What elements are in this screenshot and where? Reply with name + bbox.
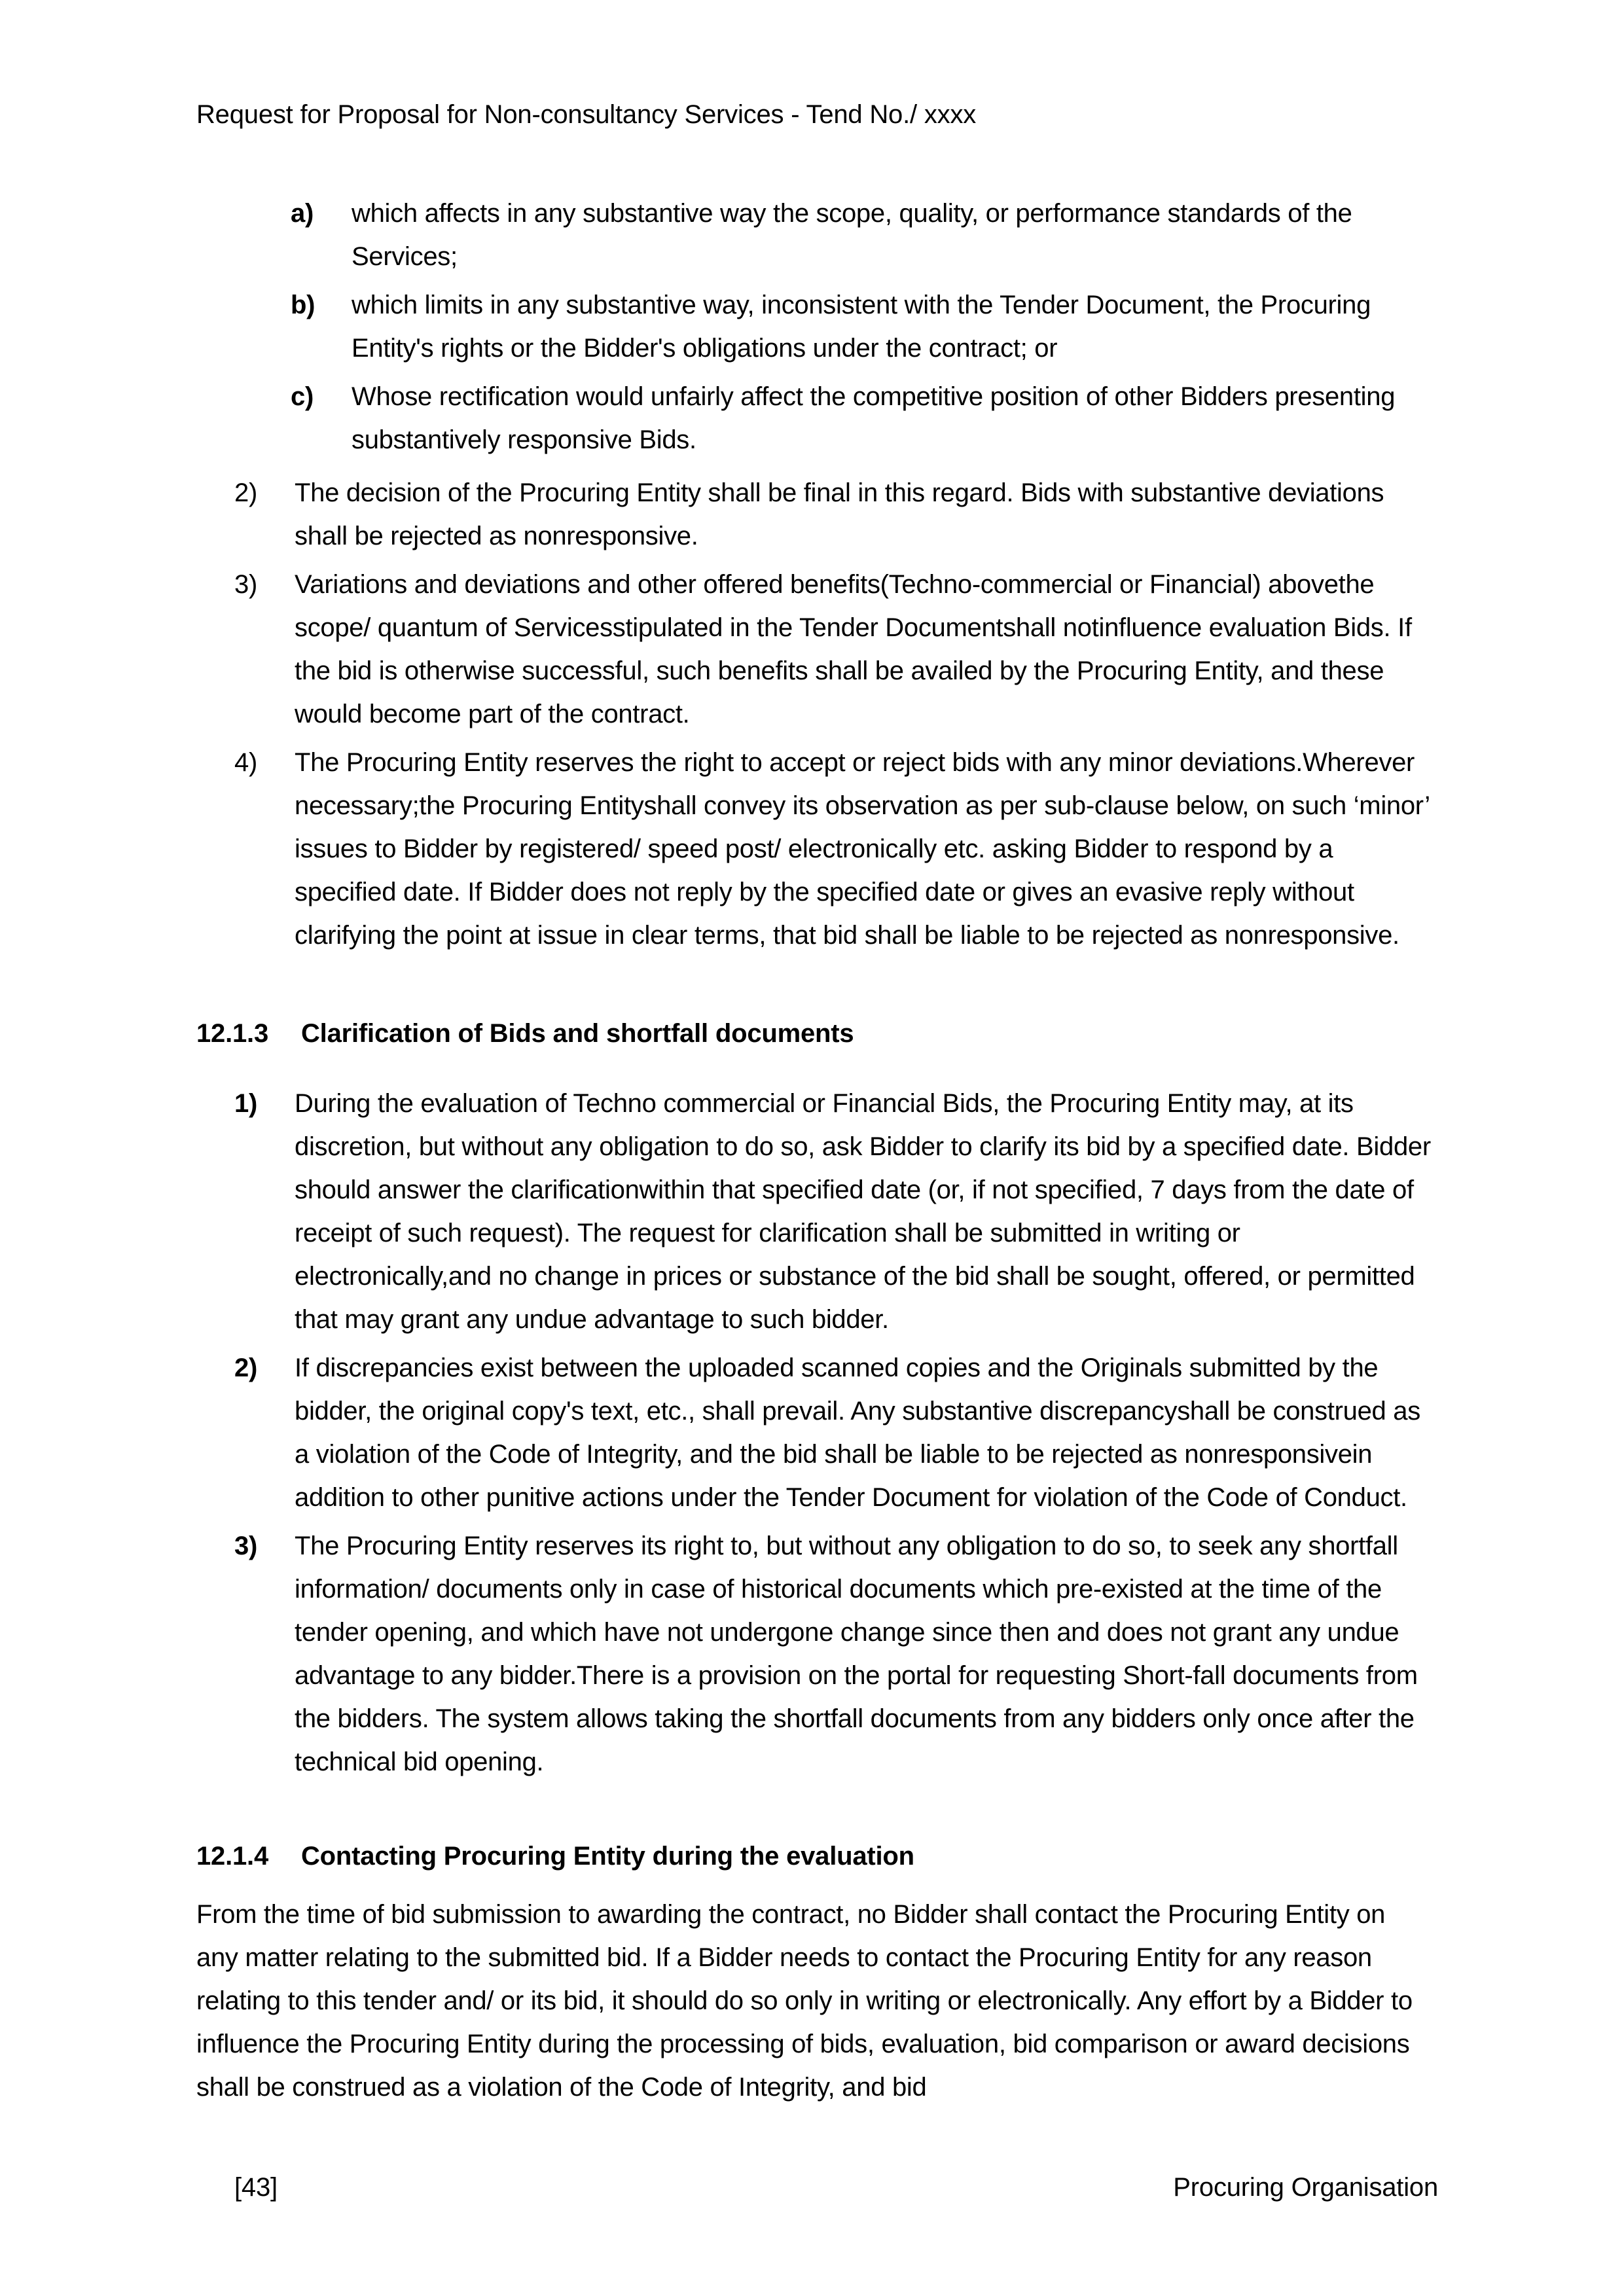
- list-text-c: Whose rectification would unfairly affect the competitive position of other Bidders presenting substantively responsive Bids.: [352, 382, 1396, 454]
- numbered-list-first: [234, 471, 1432, 962]
- list-label-2: 2): [234, 478, 257, 507]
- page-footer: [196, 2170, 1438, 2204]
- list-item-b: [291, 283, 1416, 370]
- list-label-3: 3): [234, 570, 257, 599]
- section-number-12-1-4: 12.1.4: [196, 1842, 269, 1871]
- list-item-clarif-2: [234, 1346, 1432, 1519]
- list-text-clarif-2: If discrepancies exist between the uploaded scanned copies and the Originals submitted by the bidder, the original copy's text, etc., shall prevail. Any substantive discrepancyshall be construed as a violation of the Code of Integrity, and the bid shall be liable to be rejected as nonresponsivein addition to other punitive actions under the Tender Document for violation of the Code of Conduct.: [295, 1354, 1420, 1512]
- list-item-clarif-3: [234, 1524, 1432, 1784]
- page-header: [196, 98, 976, 131]
- list-text-b: which limits in any substantive way, inconsistent with the Tender Document, the Procuring Entity's rights or the Bidder's obligations under the contract; or: [352, 291, 1371, 363]
- numbered-list-second: [234, 1082, 1432, 1789]
- list-label-c: c): [291, 382, 314, 411]
- list-label-clarif-3: 3): [234, 1532, 257, 1560]
- list-text-2: The decision of the Procuring Entity shall be final in this regard. Bids with substantive deviations shall be rejected as nonresponsive.: [295, 478, 1384, 550]
- section-heading-12-1-4: [196, 1839, 1440, 1873]
- list-item-3: [234, 563, 1432, 736]
- list-label-clarif-1: 1): [234, 1089, 257, 1118]
- section-heading-12-1-3: [196, 1016, 1440, 1050]
- list-text-clarif-1: During the evaluation of Techno commercial or Financial Bids, the Procuring Entity may, at its discretion, but without any obligation to do so, ask Bidder to clarify its bid by a specified date. Bidder should answer the clarificationwithin that specified date (or, if not specified, 7 days from the date of receipt of such request). The request for clarification shall be submitted in writing or electronically,and no change in prices or substance of the bid shall be sought, offered, or permitted that may grant any undue advantage to such bidder.: [295, 1089, 1431, 1334]
- section-number-12-1-3: 12.1.3: [196, 1019, 269, 1048]
- section-title-12-1-4: Contacting Procuring Entity during the evaluation: [301, 1842, 914, 1871]
- list-text-4: The Procuring Entity reserves the right to accept or reject bids with any minor deviations.Wherever necessary;the Procuring Entityshall convey its observation as per sub-clause below, on such ‘minor’ issues to Bidder by registered/ speed post/ electronically etc. asking Bidder to respond by a specified date. If Bidder does not reply by the specified date or gives an evasive reply without clarifying the point at issue in clear terms, that bid shall be liable to be rejected as nonresponsive.: [295, 748, 1430, 950]
- list-item-a: [291, 192, 1416, 278]
- footer-page-number: [43]: [234, 2173, 278, 2202]
- list-label-clarif-2: 2): [234, 1354, 257, 1382]
- section-title-12-1-3: Clarification of Bids and shortfall documents: [301, 1019, 854, 1048]
- page-header-title: Request for Proposal for Non-consultancy Services - Tend No./ xxxx: [196, 100, 977, 129]
- list-item-4: [234, 741, 1432, 957]
- closing-paragraph: From the time of bid submission to awarding the contract, no Bidder shall contact the Procuring Entity on any matter relating to the submitted bid. If a Bidder needs to contact the Procuring Entity for any reason relating to this tender and/ or its bid, it should do so only in writing or electronically. Any effort by a Bidder to influence the Procuring Entity during the processing of bids, evaluation, bid comparison or award decisions shall be construed as a violation of the Code of Integrity, and bid: [196, 1900, 1413, 2102]
- list-item-c: [291, 375, 1416, 461]
- list-item-2: [234, 471, 1432, 558]
- sub-clause-list-abc: [291, 192, 1416, 467]
- list-label-b: b): [291, 291, 316, 319]
- list-text-3: Variations and deviations and other offered benefits(Techno-commercial or Financial) abovethe scope/ quantum of Servicesstipulated in the Tender Documentshall notinfluence evaluation Bids. If the bid is otherwise successful, such benefits shall be availed by the Procuring Entity, and these would become part of the contract.: [295, 570, 1412, 728]
- list-item-clarif-1: [234, 1082, 1432, 1341]
- footer-organisation: Procuring Organisation: [1173, 2173, 1438, 2202]
- list-label-a: a): [291, 199, 314, 228]
- list-label-4: 4): [234, 748, 257, 777]
- list-text-a: which affects in any substantive way the scope, quality, or performance standards of the Services;: [352, 199, 1352, 271]
- list-text-clarif-3: The Procuring Entity reserves its right to, but without any obligation to do so, to seek any shortfall information/ documents only in case of historical documents which pre-existed at the time of the tender opening, and which have not undergone change since then and does not grant any undue advantage to any bidder.There is a provision on the portal for requesting Short-fall documents from the bidders. The system allows taking the shortfall documents from any bidders only once after the technical bid opening.: [295, 1532, 1418, 1776]
